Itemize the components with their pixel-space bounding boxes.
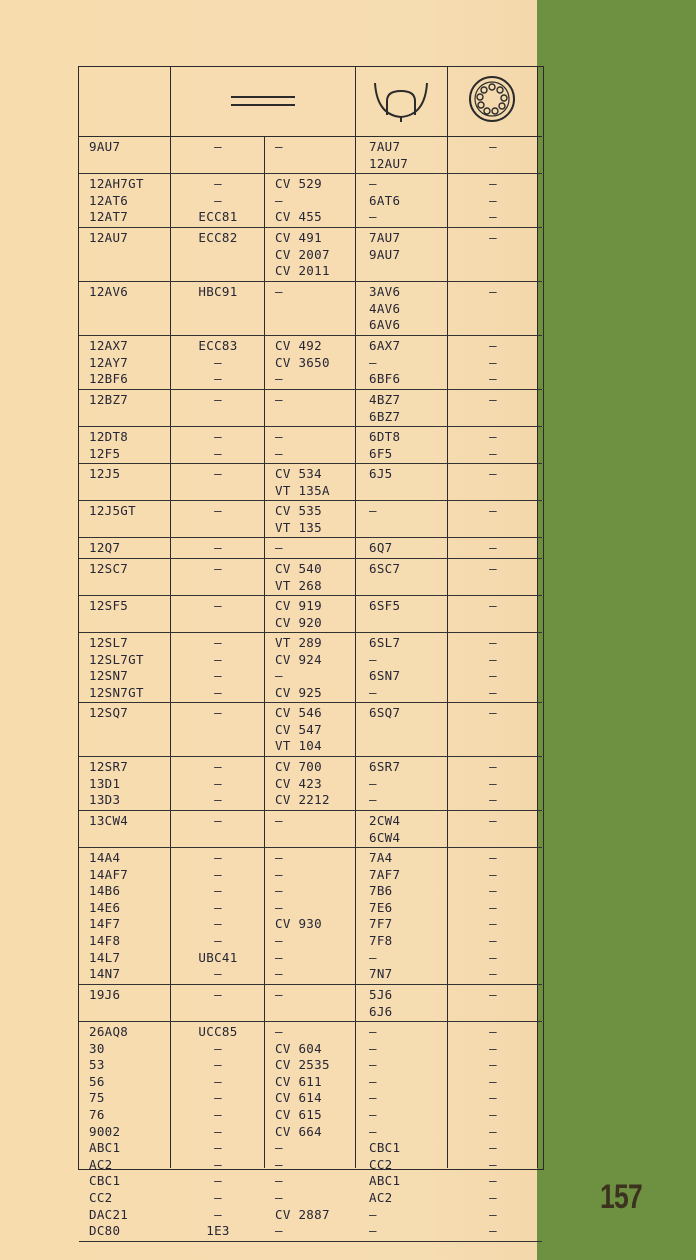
tube-type-cell: 12AU7 [89,230,129,245]
military-equiv-cell: – [275,987,283,1002]
tube-type-cell: 19J6 [89,987,121,1002]
table-row [79,464,542,501]
socket-cell: – [489,284,497,299]
table-row [79,848,542,985]
table-row [79,538,542,559]
military-equiv-cell: – – – – CV 930 – – – [275,850,322,982]
european-equiv-cell: – [214,705,222,720]
similar-type-cell: 6SQ7 [369,705,401,720]
military-equiv-cell: – CV 604 CV 2535 CV 611 CV 614 CV 615 CV 664 – – – – CV 2887 – [275,1024,330,1239]
european-equiv-cell: – – ECC81 [198,176,238,225]
tube-type-cell: 12J5 [89,466,121,481]
tube-type-cell: 12Q7 [89,540,121,555]
tube-equivalents-table [78,66,544,1239]
military-equiv-cell: CV 540 VT 268 [275,561,322,593]
table-row [79,427,542,464]
socket-cell: – – – [489,759,497,808]
similar-type-cell: – – – – – – – CBC1 CC2 ABC1 AC2 – – [369,1024,401,1239]
socket-cell: – [489,503,497,518]
similar-type-cell: 4BZ7 6BZ7 [369,392,401,424]
european-equiv-cell: – – – – [214,635,222,700]
socket-cell: – [489,987,497,1002]
socket-cell: – [489,139,497,154]
military-equiv-cell: – [275,392,283,407]
similar-type-cell: 6SL7 – 6SN7 – [369,635,401,700]
military-equiv-cell: – [275,540,283,555]
socket-cell: – – [489,429,497,461]
table-row [79,985,542,1022]
table-row [79,1022,542,1242]
european-equiv-cell: ECC83 – – [198,338,238,387]
socket-cell: – [489,540,497,555]
military-equiv-cell: – [275,139,283,154]
military-equiv-cell: VT 289 CV 924 – CV 925 [275,635,322,700]
european-equiv-cell: – – [214,429,222,461]
tube-type-cell: 12J5GT [89,503,136,518]
european-equiv-cell: HBC91 [198,284,238,299]
table-row [79,282,542,336]
military-equiv-cell: – – [275,429,283,461]
table-row [79,703,542,757]
european-equiv-cell: – – – [214,759,222,808]
socket-cell: – – – [489,338,497,387]
similar-type-cell: – [369,503,377,518]
socket-cell: – [489,230,497,245]
similar-type-cell: 5J6 6J6 [369,987,393,1019]
european-equiv-cell: – – – – – – UBC41 – [198,850,238,982]
socket-cell: – – – – [489,635,497,700]
table-row [79,228,542,282]
tube-type-cell: 12SL7 12SL7GT 12SN7 12SN7GT [89,635,144,700]
socket-cell: – [489,705,497,720]
tube-type-cell: 13CW4 [89,813,129,828]
european-equiv-cell: UCC85 – – – – – – – – – – – 1E3 [198,1024,238,1239]
table-row [79,633,542,703]
green-margin-strip [537,0,696,1260]
similar-type-cell: 6Q7 [369,540,393,555]
socket-cell: – [489,561,497,576]
table-row [79,559,542,596]
tube-type-cell: 12SC7 [89,561,129,576]
similar-type-cell: 3AV6 4AV6 6AV6 [369,284,401,333]
page-number: 157 [600,1178,642,1216]
military-equiv-cell: CV 492 CV 3650 – [275,338,330,387]
socket-cell: – – – – – – – – [489,850,497,982]
european-equiv-cell: – [214,392,222,407]
socket-cell: – [489,813,497,828]
tube-type-cell: 12AV6 [89,284,129,299]
military-equiv-cell: CV 546 CV 547 VT 104 [275,705,322,754]
similar-type-cell: 6SF5 [369,598,401,613]
table-row [79,501,542,538]
european-equiv-cell: – [214,466,222,481]
similar-type-cell: 7AU7 9AU7 [369,230,401,262]
socket-cell: – – – – – – – – – – – – – [489,1024,497,1239]
european-equiv-cell: – [214,598,222,613]
european-equiv-cell: – [214,503,222,518]
european-equiv-cell: – [214,139,222,154]
similar-type-cell: 6J5 [369,466,393,481]
table-row [79,757,542,811]
military-equiv-cell: – [275,284,283,299]
similar-type-cell: 7AU7 12AU7 [369,139,409,171]
similar-type-cell: 6SC7 [369,561,401,576]
similar-type-cell: 6AX7 – 6BF6 [369,338,401,387]
socket-cell: – [489,598,497,613]
socket-cell: – [489,466,497,481]
european-equiv-cell: – [214,813,222,828]
table-row [79,811,542,848]
similar-type-cell: 6SR7 – – [369,759,401,808]
tube-type-cell: 9AU7 [89,139,121,154]
socket-cell: – – – [489,176,497,225]
tube-type-cell: 14A4 14AF7 14B6 14E6 14F7 14F8 14L7 14N7 [89,850,129,982]
equals-sign-icon [229,93,299,109]
socket-cell: – [489,392,497,407]
european-equiv-cell: – [214,540,222,555]
military-equiv-cell: CV 491 CV 2007 CV 2011 [275,230,330,279]
nine-pin-socket-icon [467,74,517,124]
similar-type-cell: 6DT8 6F5 [369,429,401,461]
similar-type-cell: 7A4 7AF7 7B6 7E6 7F7 7F8 – 7N7 [369,850,401,982]
tube-type-cell: 12SR7 13D1 13D3 [89,759,129,808]
european-equiv-cell: ECC82 [198,230,238,245]
diode-tube-icon [371,79,431,123]
tube-type-cell: 12BZ7 [89,392,129,407]
tube-type-cell: 12SF5 [89,598,129,613]
military-equiv-cell: CV 535 VT 135 [275,503,322,535]
table-row [79,596,542,633]
european-equiv-cell: – [214,561,222,576]
tube-type-cell: 12AX7 12AY7 12BF6 [89,338,129,387]
military-equiv-cell: CV 700 CV 423 CV 2212 [275,759,330,808]
military-equiv-cell: CV 919 CV 920 [275,598,322,630]
table-row [79,174,542,228]
tube-type-cell: 12DT8 12F5 [89,429,129,461]
military-equiv-cell: CV 534 VT 135A [275,466,330,498]
tube-type-cell: 12AH7GT 12AT6 12AT7 [89,176,144,225]
military-equiv-cell: – [275,813,283,828]
european-equiv-cell: – [214,987,222,1002]
similar-type-cell: 2CW4 6CW4 [369,813,401,845]
table-row [79,336,542,390]
military-equiv-cell: CV 529 – CV 455 [275,176,322,225]
tube-type-cell: 12SQ7 [89,705,129,720]
tube-type-cell: 26AQ8 30 53 56 75 76 9002 ABC1 AC2 CBC1 CC2 DAC21 DC80 [89,1024,129,1239]
table-row [79,390,542,427]
similar-type-cell: – 6AT6 – [369,176,401,225]
table-row [79,137,542,174]
